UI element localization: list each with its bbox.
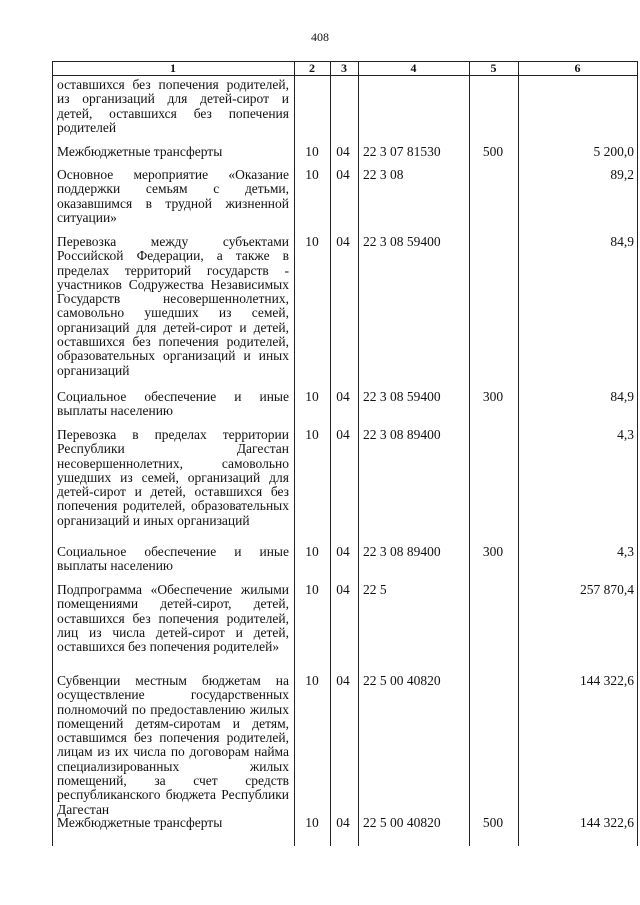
row-section: 10 [305,815,319,830]
row-amount: 5 200,0 [593,144,634,159]
row-amount: 84,9 [610,389,634,404]
row-section: 10 [305,544,319,559]
row-expense-type: 500 [482,815,504,830]
page-number: 408 [311,30,329,44]
row-name: Межбюджетные трансферты [57,815,223,830]
row-target-code: 22 3 08 59400 [363,389,441,404]
row-section: 10 [305,427,319,442]
col-border-6 [518,61,519,846]
header-col-6: 6 [574,61,581,75]
header-bottom-border [52,75,638,76]
row-target-code: 22 3 08 59400 [363,234,441,249]
col-border-right [637,61,638,846]
row-name: оставшихся без попечения родителей, из организаций для детей-сирот и детей, оставшихся без попечения родителей [57,77,289,135]
row-subsection: 04 [336,815,350,830]
header-col-4: 4 [410,61,417,75]
row-amount: 144 322,6 [580,673,634,688]
row-amount: 257 870,4 [580,582,634,597]
row-subsection: 04 [336,673,350,688]
budget-table [52,61,638,846]
row-section: 10 [305,234,319,249]
row-name: Основное мероприятие «Оказание поддержки семьям с детьми, оказавшимся в трудной жизненной ситуации» [57,167,289,225]
row-amount: 89,2 [610,167,634,182]
row-target-code: 22 5 00 40820 [363,673,441,688]
row-name: Социальное обеспечение и иные выплаты населению [57,544,289,574]
row-subsection: 04 [336,427,350,442]
row-section: 10 [305,673,319,688]
row-target-code: 22 3 08 [363,167,404,182]
row-section: 10 [305,582,319,597]
row-name: Межбюджетные трансферты [57,144,223,159]
row-expense-type: 300 [482,389,504,404]
row-target-code: 22 3 08 89400 [363,427,441,442]
row-amount: 84,9 [610,234,634,249]
row-expense-type: 300 [482,544,504,559]
row-target-code: 22 5 00 40820 [363,815,441,830]
row-name: Перевозка между субъектами Российской Федерации, а также в пределах территорий государств - участников Содружества Независимых Государств несовершеннолетних, самовольно ушедших из семей, организаций для детей-сирот и детей, оставшихся без попечения родителей, образовательных организаций и иных организаций [57,234,289,378]
row-amount: 144 322,6 [580,815,634,830]
row-target-code: 22 5 [363,582,387,597]
col-border-left [52,61,53,846]
row-section: 10 [305,167,319,182]
row-subsection: 04 [336,144,350,159]
header-col-3: 3 [341,61,347,75]
row-amount: 4,3 [617,544,634,559]
row-expense-type: 500 [482,144,504,159]
row-name: Перевозка в пределах территории Республики Дагестан несовершеннолетних, самовольно ушедших из семей, организаций для детей-сирот и детей, оставшихся без попечения родителей, образовательных организаций и иных организаций [57,427,289,528]
row-section: 10 [305,389,319,404]
row-name: Субвенции местным бюджетам на осуществление государственных полномочий по предоставлению жилых помещений детям-сиротам и детям, оставшимся без попечения родителей, лицам из их числа по договорам найма специализированных жилых помещений, за счет средств республиканского бюджета Республики Дагестан [57,673,289,817]
row-subsection: 04 [336,582,350,597]
row-amount: 4,3 [617,427,634,442]
row-name: Подпрограмма «Обеспечение жилыми помещениями детей-сирот, детей, оставшихся без попечения родителей, лиц из числа детей-сирот и детей, оставшихся без попечения родителей» [57,582,289,655]
col-border-4 [358,61,359,846]
row-subsection: 04 [336,544,350,559]
row-name: Социальное обеспечение и иные выплаты населению [57,389,289,419]
row-subsection: 04 [336,234,350,249]
header-col-5: 5 [490,61,497,75]
header-col-2: 2 [309,61,315,75]
row-subsection: 04 [336,389,350,404]
row-subsection: 04 [336,167,350,182]
row-section: 10 [305,144,319,159]
row-target-code: 22 3 08 89400 [363,544,441,559]
row-target-code: 22 3 07 81530 [363,144,441,159]
header-col-1: 1 [170,61,176,75]
